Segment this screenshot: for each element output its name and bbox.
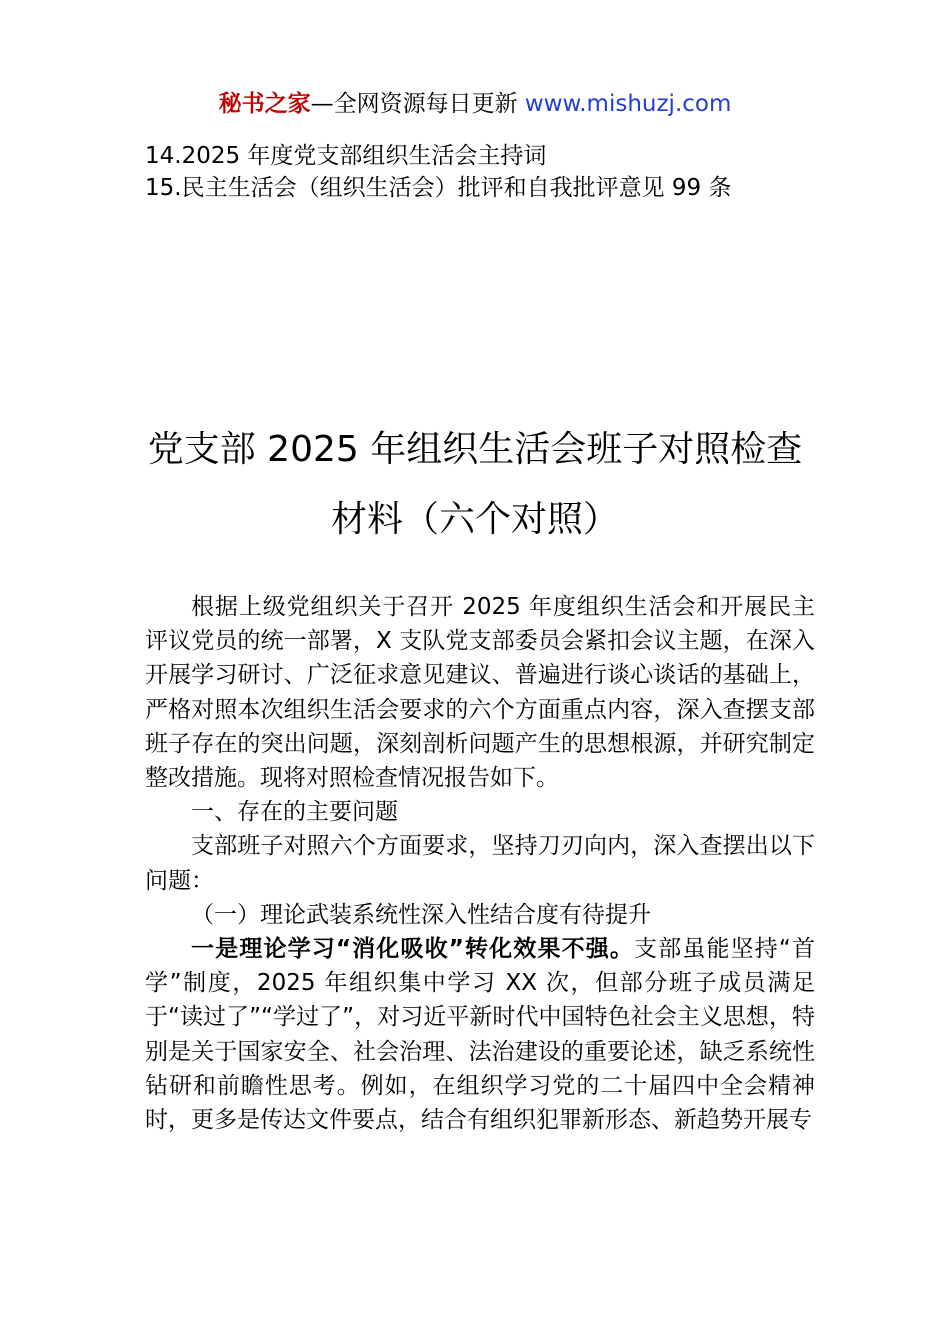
document-body — [145, 590, 815, 1137]
site-header — [0, 88, 950, 120]
document-title-line-2: 材料（六个对照） — [330, 499, 619, 540]
point-paragraph — [145, 932, 815, 1137]
subsection-heading: （一）理论武装系统性深入性结合度有待提升 — [191, 901, 651, 928]
point-lead: 一是理论学习“消化吸收”转化效果不强。 — [191, 936, 635, 963]
section-heading: 一、存在的主要问题 — [191, 799, 398, 826]
site-url-link[interactable]: www.mishuzj.com — [524, 91, 732, 117]
intro-paragraph: 根据上级党组织关于召开 2025 年度组织生活会和开展民主评议党员的统一部署，X 支队党支部委员会紧扣会议主题，在深入开展学习研讨、广泛征求意见建议、普遍进行谈心谈话的基础上，严格对照本次组织生活会要求的六个方面重点内容，深入查摆支部班子存在的突出问题，深刻剖析问题产生的思想根源，并研究制定整改措施。现将对照检查情况报告如下。 — [145, 594, 815, 792]
point-text: 支部虽能坚持“首学”制度，2025 年组织集中学习 XX 次，但部分班子成员满足于“读过了”“学过了”，对习近平新时代中国特色社会主义思想，特别是关于国家安全、社会治理、法治建设的重要论述，缺乏系统性钻研和前瞻性思考。例如，在组织学习党的二十届四中全会精神时，更多是传达文件要点，结合有组织犯罪新形态、新趋势开展专 — [145, 936, 815, 1134]
header-tagline: —全网资源每日更新 — [310, 91, 525, 117]
document-title-line-1: 党支部 2025 年组织生活会班子对照检查 — [147, 429, 803, 470]
brand-name: 秘书之家 — [218, 91, 311, 117]
toc-item[interactable]: 15.民主生活会（组织生活会）批评和自我批评意见 99 条 — [145, 175, 732, 201]
section-paragraph: 支部班子对照六个方面要求，坚持刀刃向内，深入查摆出以下问题： — [145, 833, 815, 894]
toc-list — [145, 140, 825, 204]
toc-item[interactable]: 14.2025 年度党支部组织生活会主持词 — [145, 143, 547, 169]
